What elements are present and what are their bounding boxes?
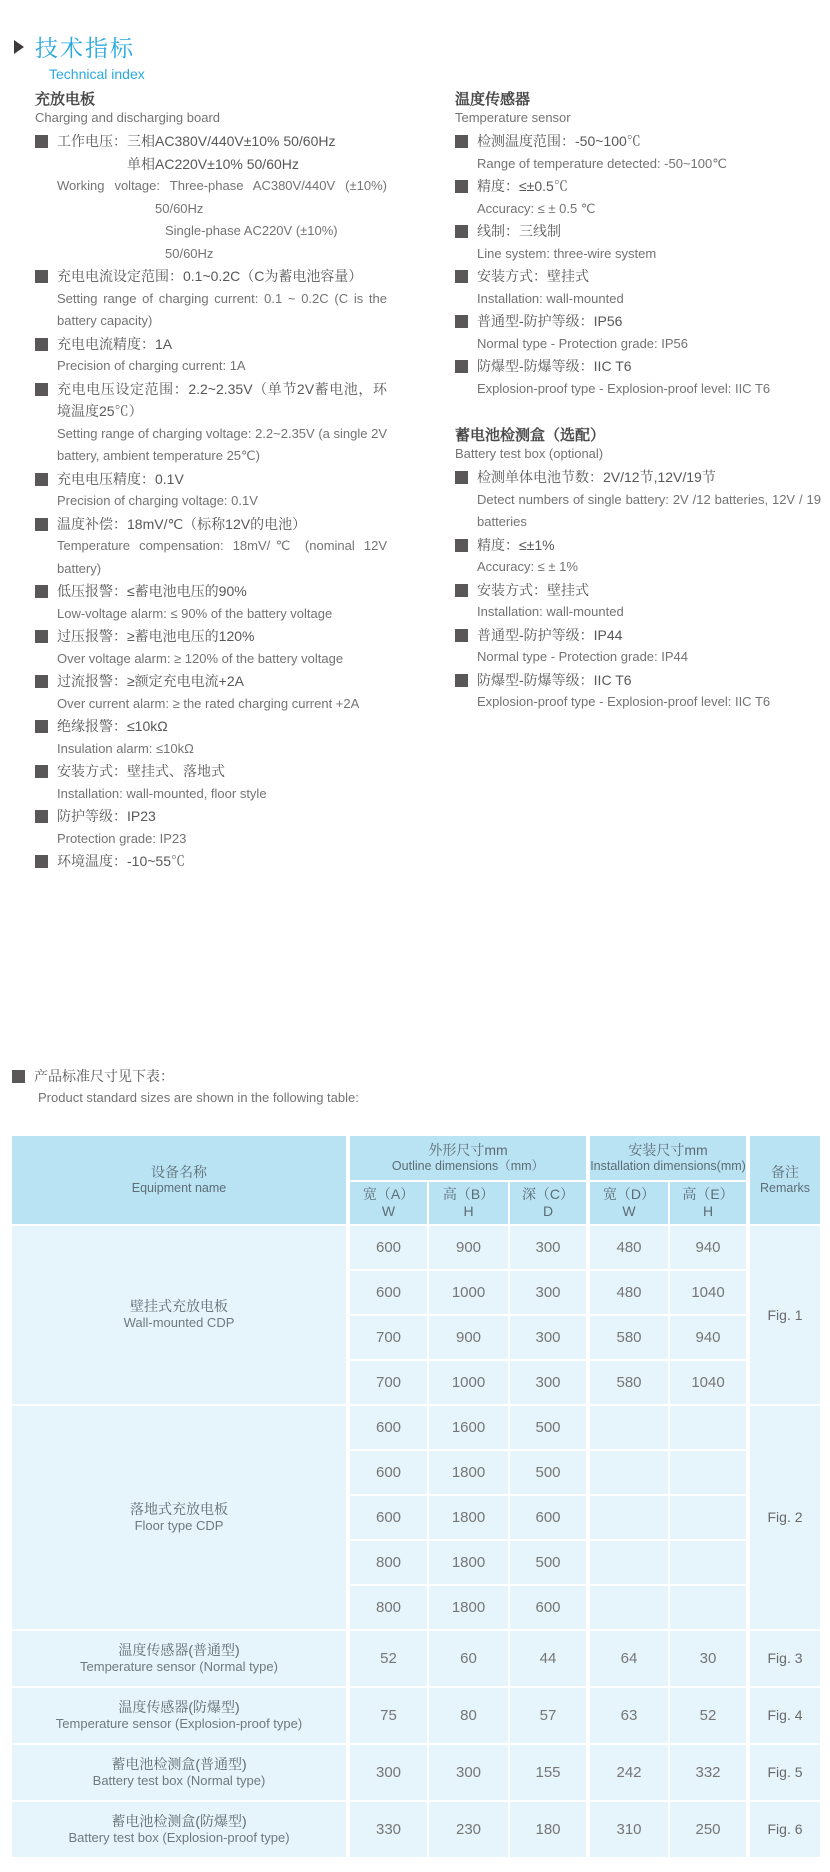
spec-en-cont: Single-phase AC220V (±10%) 50/60Hz (165, 223, 338, 261)
spec-cn-line (35, 580, 387, 603)
spec-cn-line (35, 130, 387, 153)
col-b-cn: 高（B） (442, 1185, 495, 1202)
cell-depth-c: 57 (509, 1687, 588, 1744)
spec-item (455, 220, 821, 265)
note-cn-line (12, 1065, 830, 1088)
remark-cell: Fig. 6 (748, 1801, 821, 1858)
cell-width-d: 310 (588, 1801, 669, 1858)
spec-cn-text: 工作电压：三相AC380V/440V±10% 50/60Hz (57, 133, 336, 149)
cell-height-b: 900 (428, 1315, 509, 1360)
size-table (10, 1134, 822, 1859)
product-name-en: Battery test box (Normal type) (92, 1772, 266, 1788)
square-bullet-icon (35, 135, 48, 148)
cell-width-a: 600 (348, 1225, 428, 1270)
col-d-cn: 宽（D） (602, 1185, 656, 1202)
spec-item (455, 175, 821, 220)
spec-cn-line (455, 355, 821, 378)
header-col-height-e (669, 1181, 748, 1225)
cell-width-a: 700 (348, 1360, 428, 1405)
cell-depth-c: 300 (509, 1315, 588, 1360)
spec-en-line: Detect numbers of single battery: 2V /12 batteries, 12V / 19 (477, 491, 821, 507)
header-col-width-a (348, 1181, 428, 1225)
spec-cn-text: 充电电流精度：1A (57, 335, 173, 352)
square-bullet-icon (455, 629, 468, 642)
square-bullet-icon (12, 1070, 25, 1083)
cell-height-e: 30 (669, 1630, 748, 1687)
spec-cn-line (455, 534, 821, 557)
spec-en-line: Accuracy: ≤ ± 1% (477, 559, 578, 574)
cell-height-e: 52 (669, 1687, 748, 1744)
charging-board-section (35, 90, 387, 873)
spec-cn-line (455, 624, 821, 647)
header-outline-en: Outline dimensions（mm） (391, 1158, 545, 1173)
group-name-cell (11, 1405, 348, 1630)
cell-height-b: 900 (428, 1225, 509, 1270)
table-row (11, 1801, 821, 1858)
product-name-en: Temperature sensor (Normal type) (80, 1658, 278, 1674)
remark-cell: Fig. 2 (748, 1405, 821, 1630)
cell-depth-c: 300 (509, 1270, 588, 1315)
col-e-cn: 高（E） (682, 1185, 734, 1202)
cell-height-e: 940 (669, 1225, 748, 1270)
spec-cn-text: 防护等级：IP23 (57, 808, 156, 824)
cell-width-d: 242 (588, 1744, 669, 1801)
square-bullet-icon (455, 539, 468, 552)
cell-depth-c: 44 (509, 1630, 588, 1687)
remark-cell: Fig. 1 (748, 1225, 821, 1405)
spec-item (455, 355, 821, 400)
cell-height-b: 1800 (428, 1585, 509, 1630)
remark-cell: Fig. 3 (748, 1630, 821, 1687)
header-col-depth-c (509, 1181, 588, 1225)
cell-height-b: 1800 (428, 1495, 509, 1540)
product-name-cn: 温度传感器(防爆型) (118, 1698, 240, 1715)
spec-en-line: Normal type - Protection grade: IP56 (477, 335, 688, 351)
spec-cn-line (35, 805, 387, 828)
col-a-sub: W (381, 1202, 396, 1219)
spec-cn-text: 过流报警：≥额定充电电流+2A (57, 673, 244, 689)
cell-height-b: 300 (428, 1744, 509, 1801)
header-remarks-cn: 备注 (771, 1163, 800, 1180)
table-row (11, 1405, 821, 1450)
cell-height-b: 1800 (428, 1540, 509, 1585)
spec-cn-text: 防爆型-防爆等级：IIC T6 (477, 671, 632, 688)
temperature-sensor-section (455, 90, 821, 400)
cell-width-d: 580 (588, 1360, 669, 1405)
square-bullet-icon (35, 585, 48, 598)
header-equipment-name (11, 1135, 348, 1225)
cell-width-a: 600 (348, 1450, 428, 1495)
battery-test-box-section (455, 426, 821, 714)
spec-item (455, 534, 821, 579)
section-title-cn: 蓄电池检测盒（选配） (455, 427, 606, 444)
cell-width-d (588, 1450, 669, 1495)
spec-en-cont: 50/60Hz (155, 200, 204, 216)
col-a-cn: 宽（A） (362, 1185, 415, 1202)
cell-width-a: 800 (348, 1585, 428, 1630)
square-bullet-icon (455, 584, 468, 597)
square-bullet-icon (455, 270, 468, 283)
square-bullet-icon (455, 315, 468, 328)
spec-cn-line (455, 579, 821, 602)
square-bullet-icon (35, 270, 48, 283)
product-name-cell (11, 1687, 348, 1744)
cell-width-a: 700 (348, 1315, 428, 1360)
section-title-en: Temperature sensor (455, 110, 571, 125)
cell-height-b: 1000 (428, 1270, 509, 1315)
product-name-cn: 蓄电池检测盒(防爆型) (111, 1812, 247, 1829)
product-name-cell (11, 1630, 348, 1687)
square-bullet-icon (35, 675, 48, 688)
cell-height-e (669, 1540, 748, 1585)
remark-cell: Fig. 4 (748, 1687, 821, 1744)
cell-width-d (588, 1405, 669, 1450)
cell-depth-c: 500 (509, 1450, 588, 1495)
section-title-cn: 温度传感器 (455, 91, 531, 108)
spec-item (455, 579, 821, 624)
col-c-sub: D (542, 1202, 554, 1219)
product-name-cn: 蓄电池检测盒(普通型) (111, 1755, 247, 1772)
page-title-cn: 技术指标 (35, 35, 135, 61)
product-name-cell (11, 1744, 348, 1801)
spec-item (35, 850, 387, 873)
cell-depth-c: 600 (509, 1585, 588, 1630)
cell-height-e: 250 (669, 1801, 748, 1858)
cell-height-e: 332 (669, 1744, 748, 1801)
cell-width-d: 580 (588, 1315, 669, 1360)
square-bullet-icon (35, 338, 48, 351)
spec-cn-text: 环境温度：-10~55℃ (57, 853, 185, 869)
spec-item (35, 265, 387, 333)
square-bullet-icon (35, 855, 48, 868)
page-header (0, 0, 830, 82)
cell-height-b: 1000 (428, 1360, 509, 1405)
spec-item (35, 580, 387, 625)
cell-height-e (669, 1450, 748, 1495)
header-equipment-cn: 设备名称 (151, 1163, 207, 1180)
cell-width-a: 600 (348, 1405, 428, 1450)
spec-en-line: Installation: wall-mounted (477, 604, 624, 619)
spec-cn-line (35, 670, 387, 693)
spec-cn-text: 线制：三线制 (477, 223, 561, 239)
spec-item (455, 310, 821, 355)
col-b-sub: H (463, 1202, 474, 1219)
table-row (11, 1225, 821, 1270)
header-col-height-b (428, 1181, 509, 1225)
spec-cn-text: 检测单体电池节数：2V/12节,12V/19节 (477, 469, 716, 485)
square-bullet-icon (455, 471, 468, 484)
square-bullet-icon (35, 383, 48, 396)
spec-cn-text: 温度补偿：18mV/℃（标称12V的电池） (57, 515, 307, 532)
spec-cn-line (35, 513, 387, 536)
cell-depth-c: 180 (509, 1801, 588, 1858)
spec-cn-line (35, 715, 387, 738)
group-name-cn: 落地式充放电板 (130, 1500, 228, 1517)
spec-item (35, 715, 387, 760)
spec-cn-text: 安装方式：壁挂式 (477, 581, 589, 598)
spec-cn-text: 精度：≤±0.5℃ (477, 178, 568, 194)
spec-cn-line (35, 265, 387, 288)
spec-en-line: Normal type - Protection grade: IP44 (477, 649, 688, 664)
spec-en-cont: batteries (477, 514, 527, 529)
cell-width-d (588, 1495, 669, 1540)
cell-height-b: 80 (428, 1687, 509, 1744)
spec-cn-line (35, 378, 387, 423)
group-name-cell (11, 1225, 348, 1405)
section-title-en: Battery test box (optional) (455, 446, 604, 461)
spec-cn-line (455, 466, 821, 489)
spec-item (35, 468, 387, 513)
spec-cn-cont: 单相AC220V±10% 50/60Hz (127, 155, 299, 172)
spec-columns (0, 90, 830, 873)
spec-item (455, 624, 821, 669)
spec-en-line: Working voltage: Three-phase AC380V/440V (±10%) (57, 178, 387, 193)
spec-en-line: Setting range of charging voltage: 2.2~2.35V (a single 2V battery, ambient temperature 25℃) (57, 425, 387, 463)
spec-item (35, 760, 387, 805)
spec-item (35, 513, 387, 581)
col-e-sub: H (702, 1202, 714, 1219)
remark-cell: Fig. 5 (748, 1744, 821, 1801)
spec-en-line: Installation: wall-mounted, floor style (57, 785, 267, 801)
table-note (12, 1065, 830, 1110)
cell-depth-c: 155 (509, 1744, 588, 1801)
group-name-en: Wall-mounted CDP (123, 1315, 235, 1330)
spec-cn-line (35, 625, 387, 648)
spec-cn-text: 充电电压设定范围：2.2~2.35V（单节2V蓄电池，环境温度25℃） (57, 380, 387, 419)
note-cn-text: 产品标准尺寸见下表： (34, 1067, 174, 1084)
spec-cn-line (35, 333, 387, 356)
cell-height-e (669, 1585, 748, 1630)
spec-en-line: Explosion-proof type - Explosion-proof level: IIC T6 (477, 380, 771, 396)
group-name-cn: 壁挂式充放电板 (130, 1298, 228, 1314)
cell-depth-c: 300 (509, 1225, 588, 1270)
spec-en-line: Line system: three-wire system (477, 245, 657, 261)
spec-cn-text: 检测温度范围：-50~100℃ (477, 133, 641, 149)
spec-item (455, 466, 821, 534)
cell-height-e (669, 1405, 748, 1450)
spec-cn-line (455, 669, 821, 692)
spec-cn-text: 充电电压精度：0.1V (57, 470, 184, 487)
spec-cn-line (455, 220, 821, 243)
square-bullet-icon (455, 225, 468, 238)
cell-width-d: 480 (588, 1225, 669, 1270)
spec-en-line: Precision of charging current: 1A (57, 358, 246, 373)
spec-cn-text: 充电电流设定范围：0.1~0.2C（C为蓄电池容量） (57, 268, 363, 284)
cell-depth-c: 600 (509, 1495, 588, 1540)
square-bullet-icon (35, 765, 48, 778)
spec-cn-text: 绝缘报警：≤10kΩ (57, 718, 168, 734)
note-en-line: Product standard sizes are shown in the following table: (38, 1090, 359, 1105)
spec-item (455, 265, 821, 310)
cell-width-d (588, 1585, 669, 1630)
spec-item (35, 670, 387, 715)
square-bullet-icon (35, 720, 48, 733)
product-name-en: Battery test box (Explosion-proof type) (68, 1829, 290, 1845)
cell-width-a: 52 (348, 1630, 428, 1687)
table-header-row-1 (11, 1135, 821, 1181)
cell-width-a: 600 (348, 1270, 428, 1315)
table-row (11, 1630, 821, 1687)
table-row (11, 1744, 821, 1801)
section-title-cn: 充放电板 (35, 91, 96, 108)
spec-cn-line (35, 468, 387, 491)
cell-height-e (669, 1495, 748, 1540)
header-remarks-en: Remarks (760, 1180, 811, 1195)
cell-width-d (588, 1540, 669, 1585)
spec-cn-line (455, 310, 821, 333)
group-name-en: Floor type CDP (134, 1517, 224, 1533)
spec-en-line: Setting range of charging current: 0.1 ~ 0.2C (C is the battery capacity) (57, 290, 387, 328)
cell-height-e: 940 (669, 1315, 748, 1360)
spec-cn-line (455, 265, 821, 288)
header-equipment-en: Equipment name (131, 1180, 227, 1195)
cell-width-d: 63 (588, 1687, 669, 1744)
spec-cn-line (455, 130, 821, 153)
col-c-cn: 深（C） (521, 1185, 575, 1202)
header-installation-dimensions (588, 1135, 748, 1181)
spec-item (35, 625, 387, 670)
cell-width-d: 480 (588, 1270, 669, 1315)
cell-height-b: 230 (428, 1801, 509, 1858)
square-bullet-icon (35, 473, 48, 486)
spec-cn-text: 低压报警：≤蓄电池电压的90% (57, 583, 247, 599)
spec-cn-text: 精度：≤±1% (477, 536, 555, 553)
header-install-en: Installation dimensions(mm) (590, 1158, 746, 1173)
spec-en-line: Over current alarm: ≥ the rated charging current +2A (57, 695, 360, 711)
spec-item (455, 130, 821, 175)
spec-cn-text: 防爆型-防爆等级：IIC T6 (477, 358, 632, 374)
cell-depth-c: 500 (509, 1405, 588, 1450)
cell-depth-c: 500 (509, 1540, 588, 1585)
spec-item (35, 805, 387, 850)
product-name-cn: 温度传感器(普通型) (118, 1641, 240, 1658)
square-bullet-icon (455, 135, 468, 148)
spec-en-line: Insulation alarm: ≤10kΩ (57, 740, 194, 756)
cell-width-d: 64 (588, 1630, 669, 1687)
cell-width-a: 800 (348, 1540, 428, 1585)
cell-width-a: 75 (348, 1687, 428, 1744)
spec-cn-text: 普通型-防护等级：IP56 (477, 313, 623, 329)
spec-cn-line (35, 760, 387, 783)
header-remarks (748, 1135, 821, 1225)
header-col-width-d (588, 1181, 669, 1225)
spec-cn-line (455, 175, 821, 198)
square-bullet-icon (35, 630, 48, 643)
product-name-cell (11, 1801, 348, 1858)
table-row (11, 1687, 821, 1744)
spec-en-line: Installation: wall-mounted (477, 290, 624, 306)
spec-cn-text: 普通型-防护等级：IP44 (477, 626, 623, 643)
cell-height-e: 1040 (669, 1360, 748, 1405)
product-name-en: Temperature sensor (Explosion-proof type) (55, 1715, 303, 1731)
cell-width-a: 600 (348, 1495, 428, 1540)
spec-item (35, 130, 387, 265)
header-outline-dimensions (348, 1135, 588, 1181)
square-bullet-icon (455, 180, 468, 193)
spec-item (35, 378, 387, 468)
spec-en-line: Accuracy: ≤ ± 0.5 ℃ (477, 200, 596, 216)
spec-cn-text: 安装方式：壁挂式、落地式 (57, 763, 225, 779)
cell-height-e: 1040 (669, 1270, 748, 1315)
section-title-en: Charging and discharging board (35, 110, 221, 125)
square-bullet-icon (35, 810, 48, 823)
cell-width-a: 300 (348, 1744, 428, 1801)
header-outline-cn: 外形尺寸mm (428, 1141, 508, 1158)
spec-en-line: Explosion-proof type - Explosion-proof level: IIC T6 (477, 694, 771, 709)
page-title-en: Technical index (49, 66, 145, 82)
spec-en-line: Low-voltage alarm: ≤ 90% of the battery voltage (57, 605, 333, 621)
spec-cn-text: 过压报警：≥蓄电池电压的120% (57, 628, 255, 644)
col-d-sub: W (622, 1202, 636, 1219)
spec-cn-text: 安装方式：壁挂式 (477, 268, 589, 284)
square-bullet-icon (35, 518, 48, 531)
square-bullet-icon (455, 674, 468, 687)
spec-en-line: Precision of charging voltage: 0.1V (57, 493, 258, 508)
spec-en-line: Protection grade: IP23 (57, 830, 187, 846)
spec-en-line: Range of temperature detected: -50~100℃ (477, 155, 727, 171)
triangle-bullet-icon (14, 40, 24, 54)
cell-depth-c: 300 (509, 1360, 588, 1405)
spec-en-line: Over voltage alarm: ≥ 120% of the battery voltage (57, 650, 344, 666)
cell-width-a: 330 (348, 1801, 428, 1858)
spec-item (455, 669, 821, 714)
spec-cn-line (35, 850, 387, 873)
square-bullet-icon (455, 360, 468, 373)
cell-height-b: 1600 (428, 1405, 509, 1450)
right-column (455, 90, 821, 873)
cell-height-b: 60 (428, 1630, 509, 1687)
spec-en-line: Temperature compensation: 18mV/℃ (nominal 12V battery) (57, 538, 387, 576)
spec-item (35, 333, 387, 378)
cell-height-b: 1800 (428, 1450, 509, 1495)
header-install-cn: 安装尺寸mm (628, 1141, 708, 1158)
